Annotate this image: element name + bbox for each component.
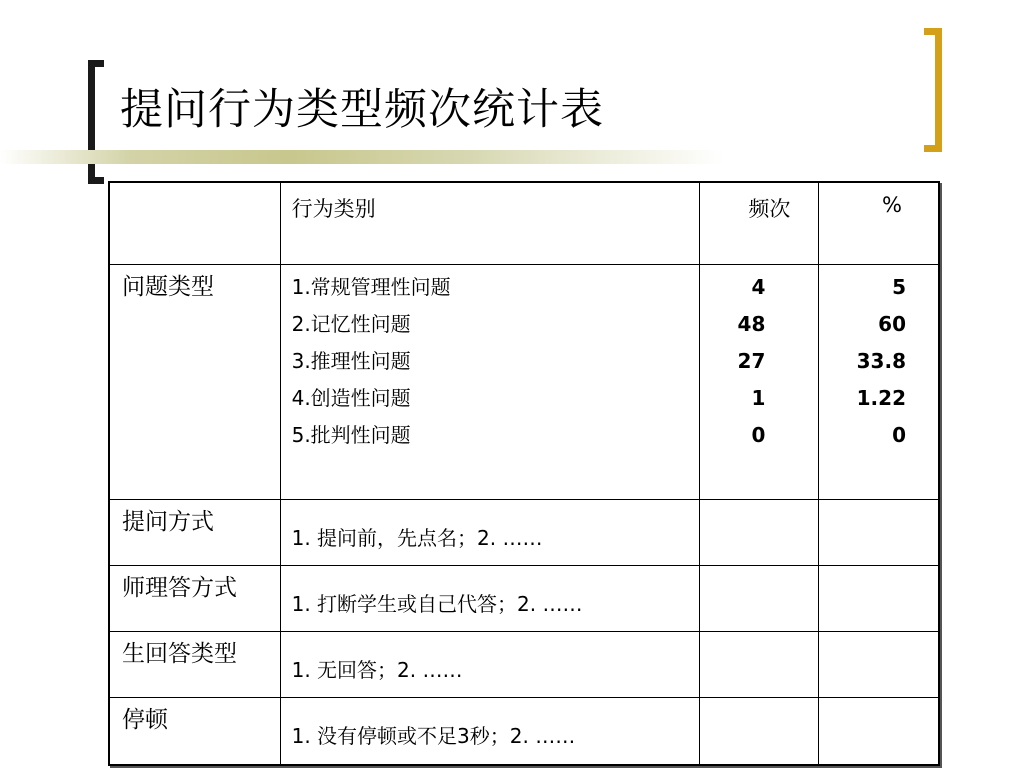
left-bracket-decoration: [88, 60, 104, 184]
percentage-values: [819, 265, 939, 500]
empty-cell: [699, 500, 819, 566]
table-row: [109, 632, 939, 698]
percentage-value: 1.22: [856, 386, 906, 410]
row-label: 停顿: [109, 698, 280, 766]
empty-cell: [819, 698, 939, 766]
header-cell-empty: [109, 182, 280, 265]
table-row: [109, 566, 939, 632]
right-bracket-decoration: [924, 28, 942, 152]
percentage-value: 0: [892, 423, 906, 447]
frequency-value: 1: [751, 386, 766, 410]
slide-title: 提问行为类型频次统计表: [120, 85, 604, 135]
list-item: 5.批判性问题: [291, 423, 411, 447]
row-label: 师理答方式: [109, 566, 280, 632]
frequency-value: 4: [751, 275, 766, 299]
row-content: 1. 没有停顿或不足3秒；2. ……: [280, 698, 699, 766]
empty-cell: [819, 632, 939, 698]
table-header-row: [109, 182, 939, 265]
percentage-value: 5: [892, 275, 906, 299]
empty-cell: [699, 566, 819, 632]
table-row-question-types: [109, 265, 939, 500]
list-item: 3.推理性问题: [291, 349, 411, 373]
percentage-value: 60: [878, 312, 906, 336]
behavior-frequency-table: [108, 181, 940, 766]
empty-cell: [819, 500, 939, 566]
table-row: [109, 698, 939, 766]
frequency-value: 0: [751, 423, 766, 447]
row-content: 1. 无回答；2. ……: [280, 632, 699, 698]
title-underline-bar: [0, 150, 724, 164]
empty-cell: [699, 632, 819, 698]
frequency-value: 48: [737, 312, 766, 336]
table-row: [109, 500, 939, 566]
list-item: 4.创造性问题: [291, 386, 411, 410]
percentage-value: 33.8: [856, 349, 906, 373]
row-label: 生回答类型: [109, 632, 280, 698]
row-content: 1. 提问前，先点名；2. ……: [280, 500, 699, 566]
row-label: 提问方式: [109, 500, 280, 566]
question-type-list: [280, 265, 699, 500]
frequency-values: [699, 265, 819, 500]
header-cell-percent: %: [819, 182, 939, 265]
list-item: 2.记忆性问题: [291, 312, 411, 336]
frequency-value: 27: [737, 349, 766, 373]
list-item: 1.常规管理性问题: [291, 275, 451, 299]
row-content: 1. 打断学生或自己代答；2. ……: [280, 566, 699, 632]
header-cell-category: 行为类别: [280, 182, 699, 265]
empty-cell: [819, 566, 939, 632]
empty-cell: [699, 698, 819, 766]
row-label-question-types: 问题类型: [109, 265, 280, 500]
header-cell-frequency: 频次: [699, 182, 819, 265]
